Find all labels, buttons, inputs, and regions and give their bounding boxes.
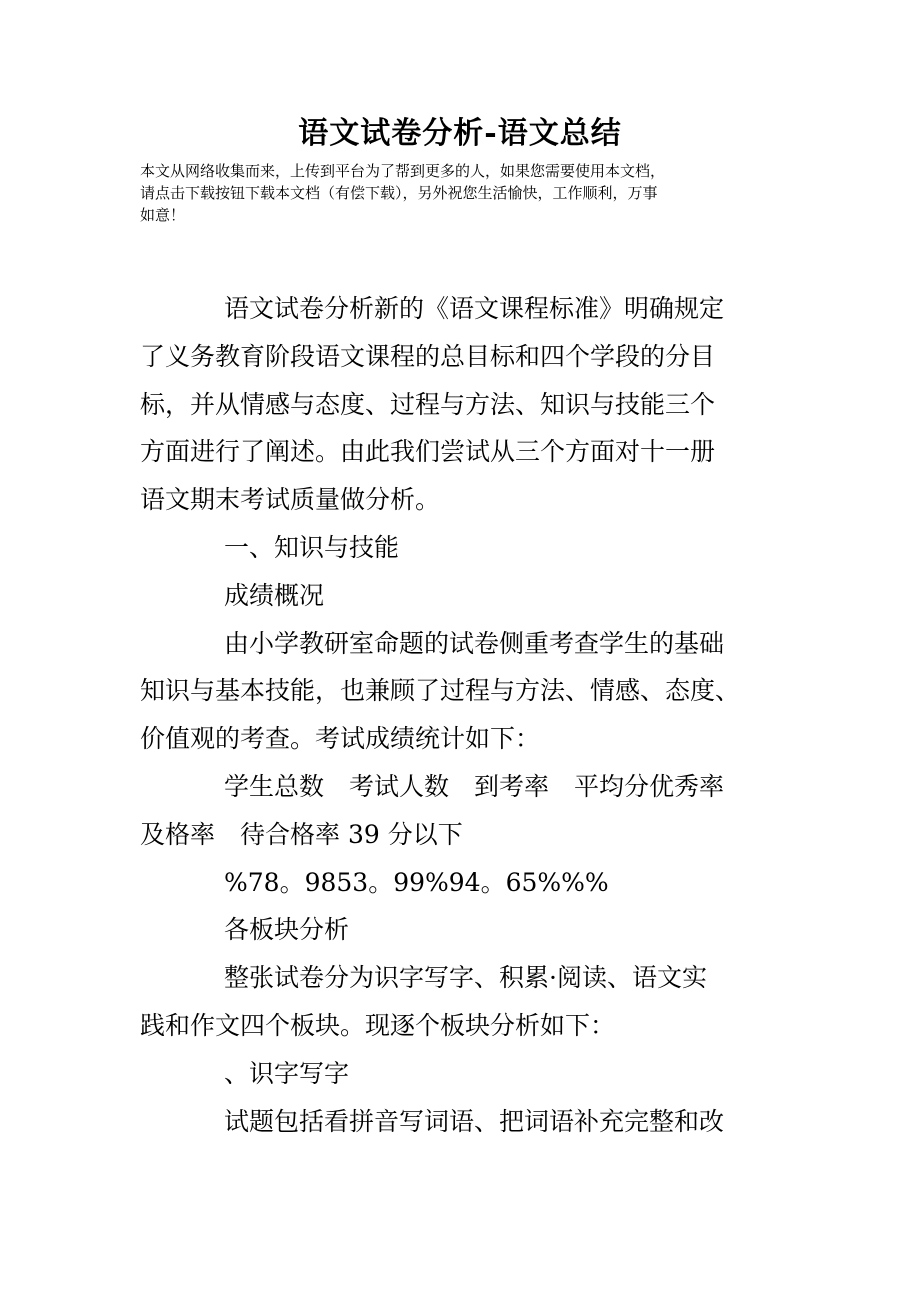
disclaimer-block: [140, 160, 790, 226]
body-line: 学生总数 考试人数 到考率 平均分优秀率: [224, 771, 725, 801]
body-line: 方面进行了阐述。由此我们尝试从三个方面对十一册: [140, 437, 716, 467]
body-line: 、识字写字: [224, 1058, 350, 1088]
document-body: [140, 285, 800, 1145]
body-line: 一、知识与技能: [224, 532, 400, 562]
disclaimer-line: 本文从网络收集而来，上传到平台为了帮到更多的人，如果您需要使用本文档，: [140, 162, 666, 180]
body-line: 及格率 待合格率 39 分以下: [140, 819, 463, 849]
body-line: 价值观的考查。考试成绩统计如下：: [140, 724, 541, 754]
body-line: 知识与基本技能，也兼顾了过程与方法、情感、态度、: [140, 676, 741, 706]
body-line: 成绩概况: [224, 580, 325, 610]
disclaimer-line: 如意！: [140, 206, 186, 224]
body-line: 语文试卷分析新的《语文课程标准》明确规定: [224, 294, 725, 323]
body-line: 由小学教研室命题的试卷侧重考查学生的基础: [224, 628, 725, 658]
body-line: 标，并从情感与态度、过程与方法、知识与技能三个: [140, 389, 716, 419]
body-line: 践和作文四个板块。现逐个板块分析如下：: [140, 1010, 616, 1040]
document-title: 语文试卷分析-语文总结: [298, 116, 622, 151]
body-line: 语文期末考试质量做分析。: [140, 485, 441, 515]
disclaimer-line: 请点击下载按钮下载本文档（有偿下载），另外祝您生活愉快，工作顺利，万事: [140, 184, 658, 202]
body-line: 了义务教育阶段语文课程的总目标和四个学段的分目: [140, 341, 716, 371]
body-line: %78。9853。99%94。65%%%: [224, 867, 609, 897]
body-line: 整张试卷分为识字写字、积累·阅读、语文实: [224, 963, 707, 993]
body-line: 各板块分析: [224, 915, 350, 945]
body-line: 试题包括看拼音写词语、把词语补充完整和改: [224, 1106, 725, 1136]
